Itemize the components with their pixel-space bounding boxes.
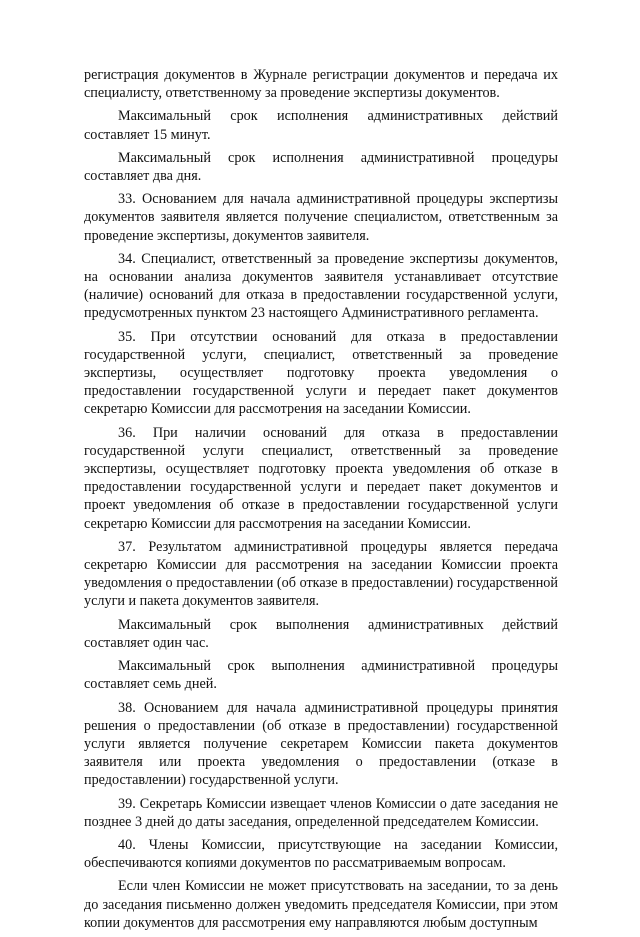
paragraph-37: 37. Результатом административной процедуры является передача секретарю Комиссии для рассмотрения на заседании Комиссии проекта уведомления о предоставлении (об отказе в предоставлении) государственной услуги и пакета документов заявителя. <box>84 538 558 610</box>
paragraph-40: 40. Члены Комиссии, присутствующие на заседании Комиссии, обеспечиваются копиями документов по рассматриваемым вопросам. <box>84 836 558 872</box>
paragraph-deadline-procedure: Максимальный срок выполнения административной процедуры составляет семь дней. <box>84 658 558 693</box>
paragraph-deadline-actions: Максимальный срок выполнения административных действий составляет один час. <box>84 616 558 651</box>
paragraph-absent-member: Если член Комиссии не может присутствовать на заседании, то за день до заседания письменно должен уведомить председателя Комиссии, при этом копии документов для рассмотрения ему направляются любым доступным <box>84 878 558 931</box>
paragraph-2: Максимальный срок исполнения административных действий составляет 15 минут. <box>84 108 558 143</box>
paragraph-1: регистрация документов в Журнале регистрации документов и передача их специалисту, ответственному за проведение экспертизы документов. <box>84 67 558 102</box>
paragraph-36: 36. При наличии оснований для отказа в предоставлении государственной услуги специалист, ответственный за проведение экспертизы, осуществляет подготовку проекта уведомления об отказе в предоставлении государственной услуги и передает пакет документов и проект уведомления об отказе в предоставлении государственной услуги секретарю Комиссии для рассмотрения на заседании Комиссии. <box>84 424 558 532</box>
paragraph-35: 35. При отсутствии оснований для отказа в предоставлении государственной услуги, специалист, ответственный за проведение экспертизы, осуществляет подготовку проекта уведомления о предоставлении государственной услуги и передает пакет документов секретарю Комиссии для рассмотрения на заседании Комиссии. <box>84 328 558 418</box>
paragraph-34: 34. Специалист, ответственный за проведение экспертизы документов, на основании анализа документов заявителя устанавливает отсутствие (наличие) оснований для отказа в предоставлении государственной услуги, предусмотренных пунктом 23 настоящего Административного регламента. <box>84 250 558 322</box>
paragraph-39: 39. Секретарь Комиссии извещает членов Комиссии о дате заседания не позднее 3 дней до даты заседания, определенной председателем Комиссии. <box>84 795 558 830</box>
paragraph-38: 38. Основанием для начала административной процедуры принятия решения о предоставлении (об отказе в предоставлении) государственной услуги является получение секретарем Комиссии пакета документов заявителя или проекта уведомления о предоставлении (отказе в предоставлении) государственной услуги. <box>84 699 558 789</box>
paragraph-33: 33. Основанием для начала административной процедуры экспертизы документов заявителя является получение специалистом, ответственным за проведение экспертизы, документов заявителя. <box>84 191 558 244</box>
document-page <box>84 66 558 937</box>
paragraph-3: Максимальный срок исполнения административной процедуры составляет два дня. <box>84 149 558 185</box>
